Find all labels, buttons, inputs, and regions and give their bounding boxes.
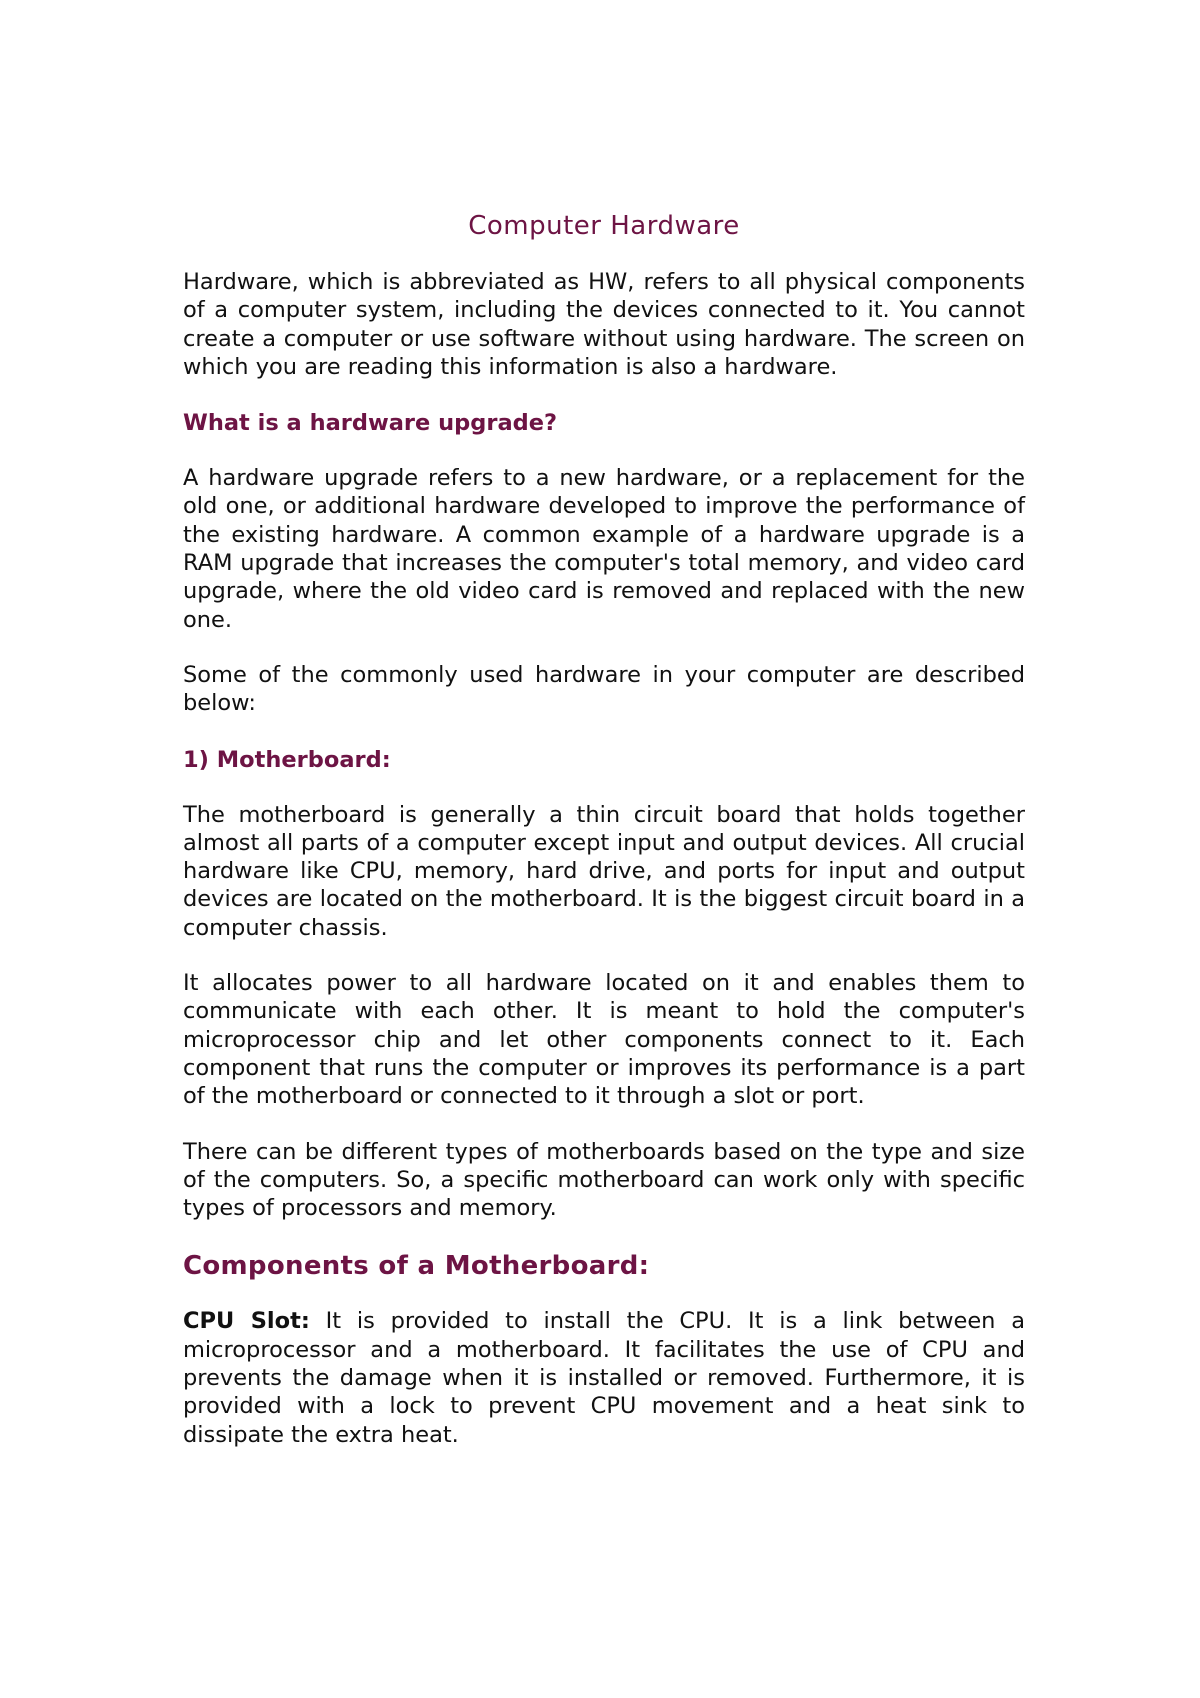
motherboard-heading: 1) Motherboard: — [183, 746, 391, 773]
document-page — [183, 208, 1025, 1476]
motherboard-paragraph-1: The motherboard is generally a thin circuit board that holds together almost all parts of a computer except input and output devices. All crucial hardware like CPU, memory, hard drive, and ports for input and output devices are located on the motherboard. It is the biggest circuit board in a computer chassis. — [183, 801, 1025, 941]
intro-paragraph: Hardware, which is abbreviated as HW, refers to all physical components of a computer system, including the devices connected to it. You cannot create a computer or use software without using hardware. The screen on which you are reading this information is also a hardware. — [183, 269, 1025, 380]
components-heading: Components of a Motherboard: — [183, 1251, 650, 1282]
motherboard-paragraph-3: There can be different types of motherboards based on the type and size of the computers. So, a specific motherboard can work only with specific types of processors and memory. — [183, 1138, 1025, 1222]
document-title: Computer Hardware — [468, 211, 740, 241]
cpu-slot-label: CPU Slot: — [183, 1308, 310, 1335]
common-hardware-paragraph: Some of the commonly used hardware in your computer are described below: — [183, 661, 1025, 717]
cpu-slot-paragraph — [183, 1307, 1025, 1448]
upgrade-heading: What is a hardware upgrade? — [183, 410, 558, 437]
cpu-slot-text: It is provided to install the CPU. It is a link between a microprocessor and a motherboard. It facilitates the use of CPU and prevents the damage when it is installed or removed. Furthermore, it is provided with a lock to prevent CPU movement and a heat sink to dissipate the extra heat. — [183, 1308, 1025, 1448]
upgrade-paragraph: A hardware upgrade refers to a new hardware, or a replacement for the old one, or additional hardware developed to improve the performance of the existing hardware. A common example of a hardware upgrade is a RAM upgrade that increases the computer's total memory, and video card upgrade, where the old video card is removed and replaced with the new one. — [183, 465, 1025, 633]
motherboard-paragraph-2: It allocates power to all hardware located on it and enables them to communicate with each other. It is meant to hold the computer's microprocessor chip and let other components connect to it. Each component that runs the computer or improves its performance is a part of the motherboard or connected to it through a slot or port. — [183, 970, 1025, 1110]
